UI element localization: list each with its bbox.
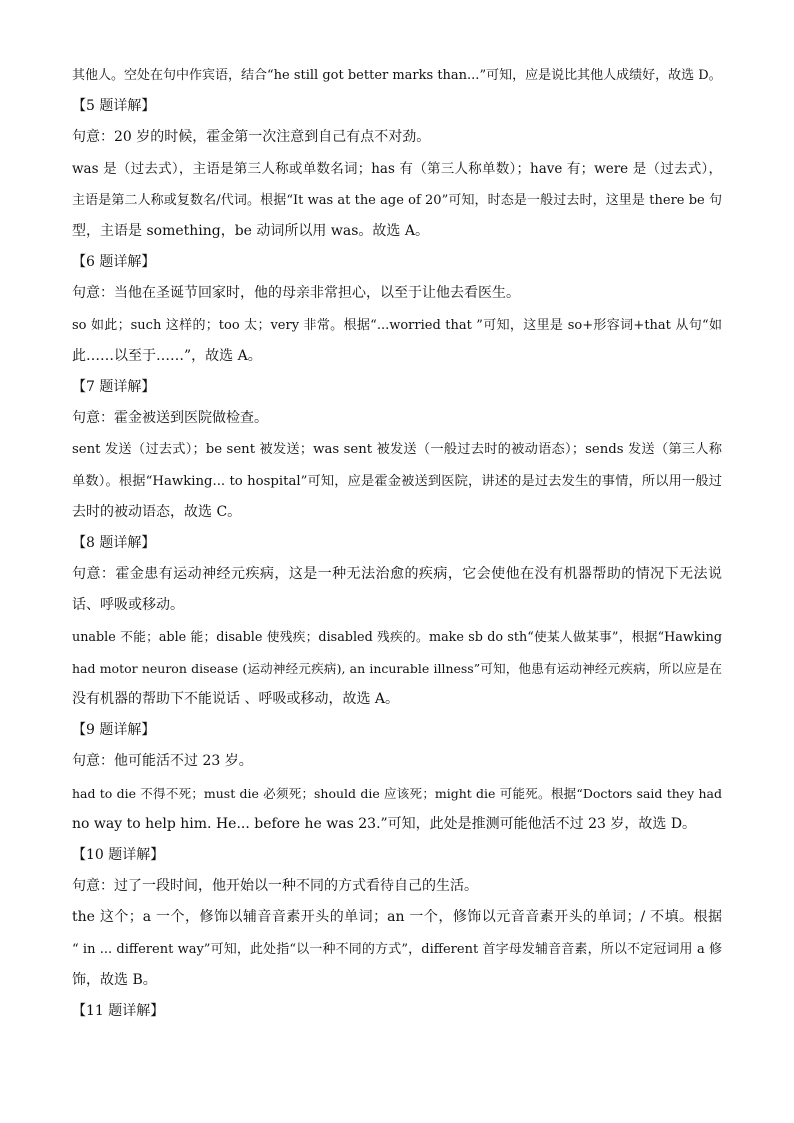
explanation-line: “ in ... different way”可知，此处指“以一种不同的方式”，different 首字母发辅音音素，所以不定冠词用 a 修: [72, 941, 722, 957]
explanation-line: 句意：过了一段时间，他开始以一种不同的方式看待自己的生活。: [72, 878, 478, 895]
explanation-line: had motor neuron disease (运动神经元疾病), an incurable illness”可知，他患有运动神经元疾病，所以应是在: [72, 660, 722, 676]
question-heading: 【11 题详解】: [72, 1003, 165, 1020]
question-heading: 【7 题详解】: [72, 379, 156, 396]
explanation-line: the 这个；a 一个，修饰以辅音音素开头的单词；an 一个，修饰以元音音素开头的单词；/ 不填。根据: [72, 909, 722, 926]
explanation-line: sent 发送（过去式）；be sent 被发送；was sent 被发送（一般过去时的被动语态）；sends 发送（第三人称: [72, 442, 722, 458]
document-body: [72, 60, 722, 1027]
explanation-line: 句意：他可能活不过 23 岁。: [72, 753, 253, 770]
explanation-line: 句意：20 岁的时候，霍金第一次注意到自己有点不对劲。: [72, 129, 431, 146]
explanation-line: 饰，故选 B。: [72, 971, 157, 988]
explanation-line: was 是（过去式），主语是第三人称或单数名词；has 有（第三人称单数）；have 有；were 是（过去式），: [72, 160, 722, 177]
explanation-line: 句意：霍金患有运动神经元疾病，这是一种无法治愈的疾病，它会使他在没有机器帮助的情况下无法说: [72, 566, 722, 583]
explanation-line: 此……以至于……”，故选 A。: [72, 347, 262, 364]
explanation-line: had to die 不得不死；must die 必须死；should die 应该死；might die 可能死。根据“Doctors said they had: [72, 785, 722, 801]
explanation-line: unable 不能；able 能；disable 使残疾；disabled 残疾的。make sb do sth“使某人做某事”，根据“Hawking: [72, 629, 722, 645]
question-heading: 【10 题详解】: [72, 847, 165, 864]
explanation-line: 句意：当他在圣诞节回家时，他的母亲非常担心，以至于让他去看医生。: [72, 285, 520, 302]
explanation-line: 没有机器的帮助下不能说话 、呼吸或移动，故选 A。: [72, 691, 400, 708]
explanation-line: 主语是第二人称或复数名/代词。根据“It was at the age of 20”可知，时态是一般过去时，这里是 there be 句: [72, 192, 722, 208]
explanation-line: 句意：霍金被送到医院做检查。: [72, 410, 268, 427]
question-heading: 【9 题详解】: [72, 722, 156, 739]
explanation-line: no way to help him. He... before he was 23.”可知，此处是推测可能他活不过 23 岁，故选 D。: [72, 815, 697, 832]
explanation-line: 话、呼吸或移动。: [72, 597, 184, 614]
explanation-line: 其他人。空处在句中作宾语，结合“he still got better marks than...”可知，应是说比其他人成绩好，故选 D。: [72, 68, 722, 83]
explanation-line: 单数）。根据“Hawking... to hospital”可知，应是霍金被送到医院，讲述的是过去发生的事情，所以用一般过: [72, 473, 722, 489]
question-heading: 【5 题详解】: [72, 98, 156, 115]
question-heading: 【8 题详解】: [72, 535, 156, 552]
explanation-line: 去时的被动语态，故选 C。: [72, 503, 242, 520]
question-heading: 【6 题详解】: [72, 254, 156, 271]
explanation-line: 型，主语是 something，be 动词所以用 was。故选 A。: [72, 223, 429, 240]
explanation-line: so 如此；such 这样的；too 太；very 非常。根据“...worried that ”可知，这里是 so+形容词+that 从句“如: [72, 317, 722, 333]
